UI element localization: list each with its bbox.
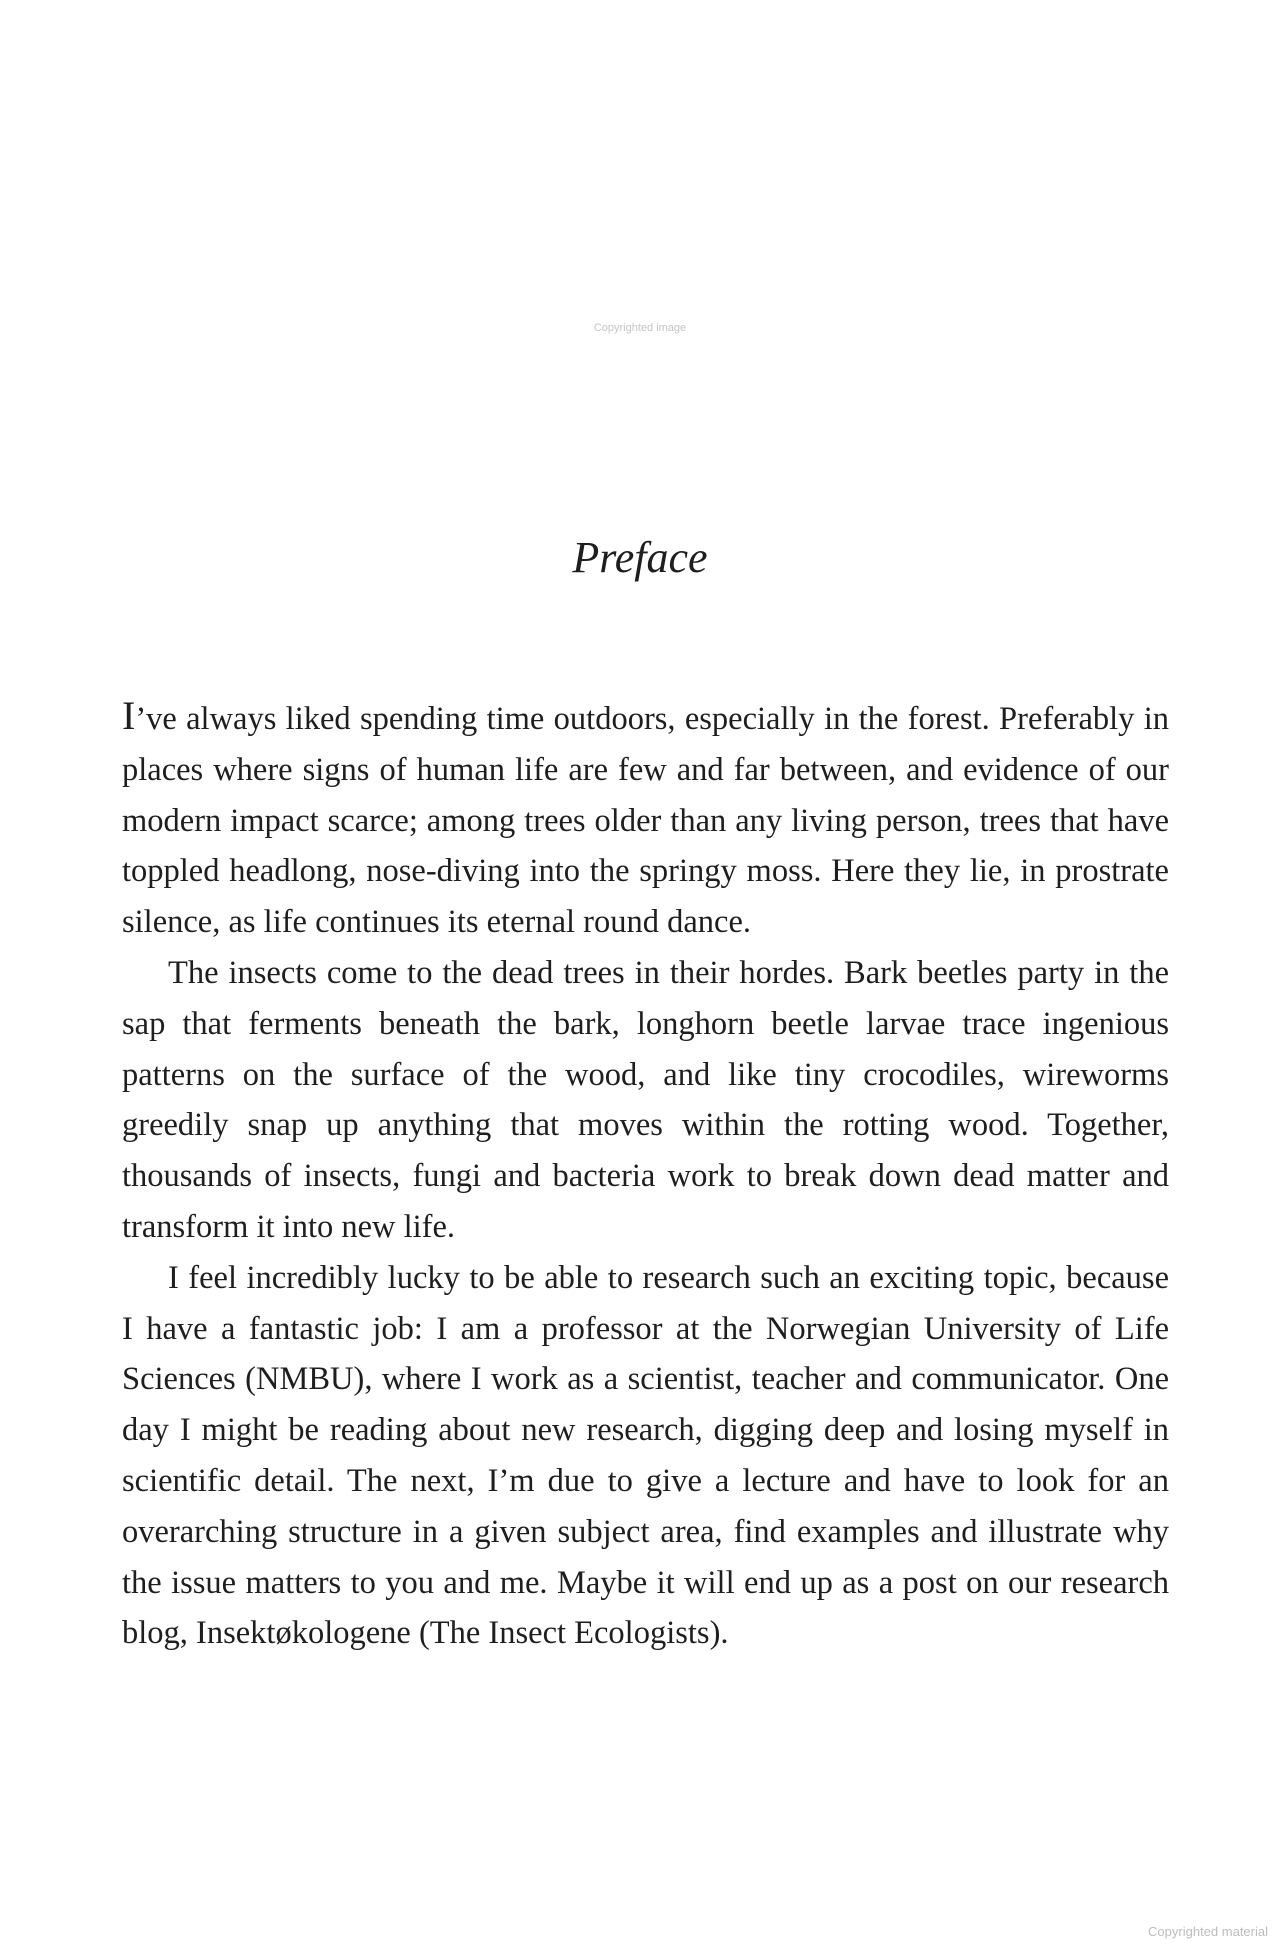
copyrighted-material-label: Copyrighted material	[1148, 1924, 1268, 1939]
copyrighted-image-placeholder: Copyrighted image	[593, 322, 687, 334]
paragraph-3: I feel incredibly lucky to be able to research such an exciting topic, because I have a fantastic job: I am a professor at the Norwegian University of Life Sciences (NMBU), where I work as a scientist, teacher and communicator. One day I might be reading about new research, digging deep and losing myself in scientific detail. The next, I’m due to give a lecture and have to look for an overarching structure in a given subject area, find examples and illustrate why the issue matters to you and me. Maybe it will end up as a post on our research blog, Insektøkologene (The Insect Ecologists).	[122, 1259, 1169, 1652]
preface-body	[122, 694, 1169, 1659]
paragraph-1	[122, 694, 1169, 948]
paragraph-2: The insects come to the dead trees in their hordes. Bark beetles party in the sap that ferments beneath the bark, longhorn beetle larvae trace ingenious patterns on the surface of the wood, and like tiny crocodiles, wireworms greedily snap up anything that moves within the rotting wood. Together, thousands of insects, fungi and bacteria work to break down dead matter and transform it into new life.	[122, 954, 1169, 1245]
chapter-title: Preface	[572, 533, 708, 582]
paragraph-1-text: ’ve always liked spending time outdoors, especially in the forest. Preferably in places where signs of human life are few and far between, and evidence of our modern impact scarce; among trees older than any living person, trees that have toppled headlong, nose-diving into the springy moss. Here they lie, in prostrate silence, as life continues its eternal round dance.	[122, 701, 1169, 941]
initial-letter: I	[122, 693, 136, 738]
